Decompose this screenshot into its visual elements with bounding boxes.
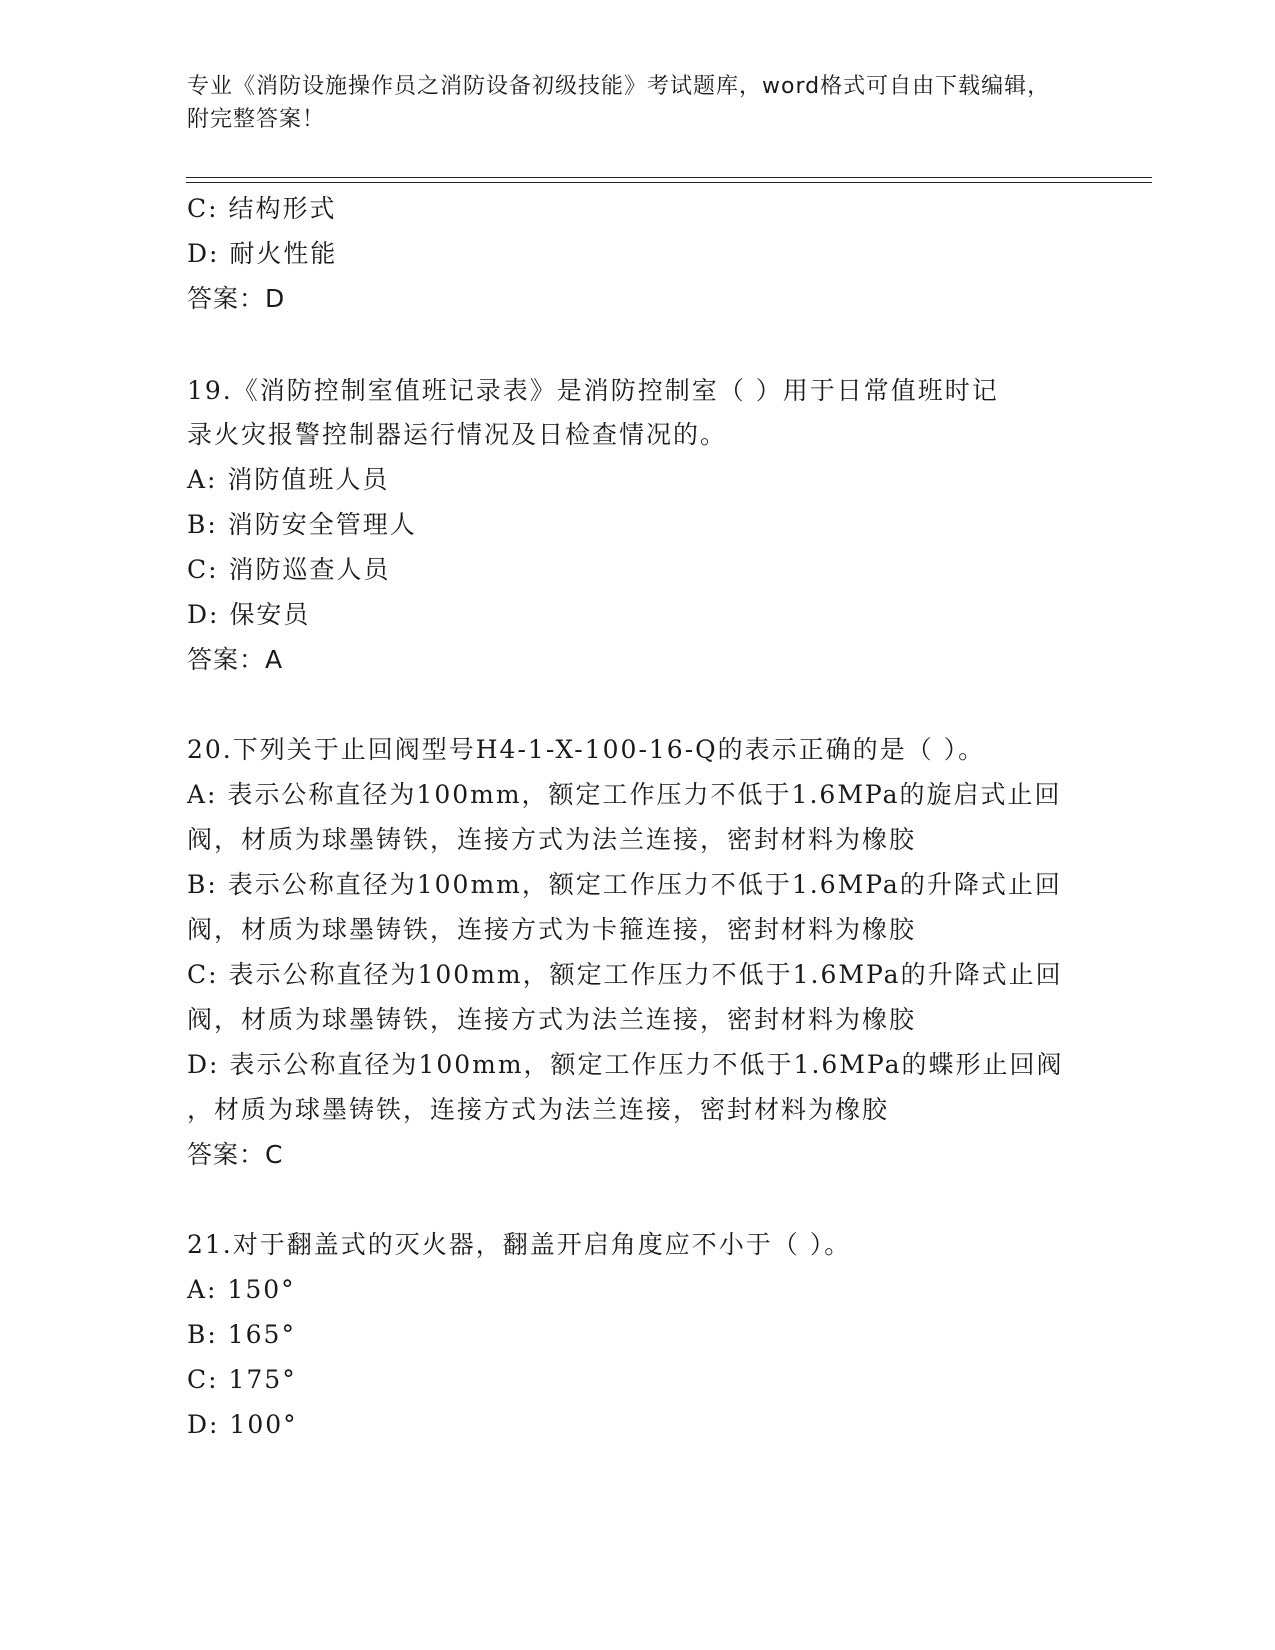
text-line: 20.下列关于止回阀型号H4-1-X-100-16-Q的表示正确的是（ ）。 — [187, 735, 986, 764]
text-line: A: 消防值班人员 — [187, 465, 390, 494]
text-line: 阀，材质为球墨铸铁，连接方式为卡箍连接，密封材料为橡胶 — [187, 915, 917, 944]
text-line: B: 表示公称直径为100mm，额定工作压力不低于1.6MPa的升降式止回 — [187, 870, 1062, 899]
text-line: A: 表示公称直径为100mm，额定工作压力不低于1.6MPa的旋启式止回 — [187, 780, 1062, 809]
text-line: B: 165° — [187, 1320, 296, 1349]
text-line: 阀，材质为球墨铸铁，连接方式为法兰连接，密封材料为橡胶 — [187, 825, 917, 854]
text-line: D: 100° — [187, 1410, 298, 1439]
text-line: C: 结构形式 — [187, 194, 337, 223]
text-line: 录火灾报警控制器运行情况及日检查情况的。 — [187, 420, 728, 449]
answer-line: 答案：A — [187, 645, 284, 674]
text-line: C: 消防巡查人员 — [187, 555, 391, 584]
text-line: C: 175° — [187, 1365, 297, 1394]
answer-line: 答案：D — [187, 284, 286, 313]
text-line: A: 150° — [187, 1275, 296, 1304]
text-line: 阀，材质为球墨铸铁，连接方式为法兰连接，密封材料为橡胶 — [187, 1005, 917, 1034]
answer-line: 答案：C — [187, 1140, 284, 1169]
text-line: D: 耐火性能 — [187, 239, 338, 268]
header-rule-bottom — [186, 182, 1152, 183]
text-line: C: 表示公称直径为100mm，额定工作压力不低于1.6MPa的升降式止回 — [187, 960, 1063, 989]
text-line: D: 表示公称直径为100mm，额定工作压力不低于1.6MPa的蝶形止回阀 — [187, 1050, 1064, 1079]
document-header: 专业《消防设施操作员之消防设备初级技能》考试题库，word格式可自由下载编辑，附完整答案！ — [187, 74, 1051, 132]
text-line: ，材质为球墨铸铁，连接方式为法兰连接，密封材料为橡胶 — [187, 1095, 890, 1124]
text-line: 21.对于翻盖式的灭火器，翻盖开启角度应不小于（ ）。 — [187, 1230, 852, 1259]
text-line: B: 消防安全管理人 — [187, 510, 417, 539]
text-line: 19.《消防控制室值班记录表》是消防控制室（ ）用于日常值班时记 — [187, 376, 999, 405]
text-line: D: 保安员 — [187, 600, 311, 629]
header-rule-top — [186, 177, 1152, 178]
